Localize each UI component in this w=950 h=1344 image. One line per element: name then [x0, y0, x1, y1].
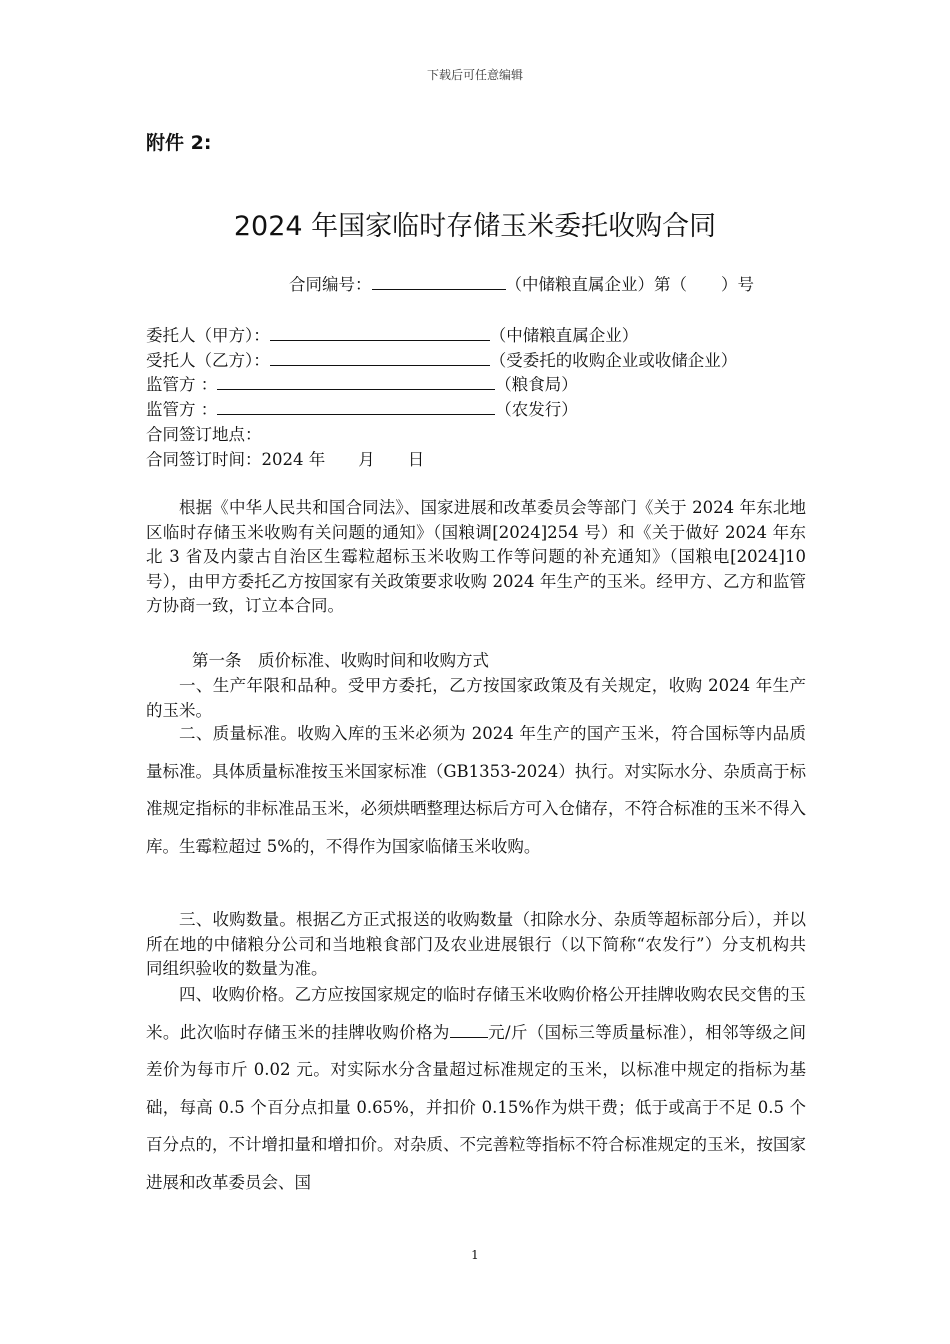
- sign-time: 合同签订时间：2024 年 月 日: [146, 450, 425, 469]
- party-note: （中储粮直属企业）: [489, 326, 639, 345]
- party-label: 受托人（乙方）：: [146, 351, 270, 370]
- clause-text: 三、收购数量。根据乙方正式报送的收购数量（扣除水分、杂质等超标部分后），并以所在地的中储粮分公司和当地粮食部门及农业进展银行（以下简称“农发行”）分支机构共同组织验收的数量为准。: [146, 910, 806, 978]
- contract-number-suffix: （中储粮直属企业）第（: [505, 275, 687, 294]
- party-note: （农发行）: [495, 400, 578, 419]
- price-blank: [450, 1021, 488, 1038]
- party-blank: [270, 324, 490, 341]
- party-note: （受委托的收购企业或收储企业）: [489, 351, 738, 370]
- document-title: 2024 年国家临时存储玉米委托收购合同: [233, 211, 717, 242]
- attachment-label: 附件 2:: [146, 132, 212, 154]
- article-heading: 第一条 质价标准、收购时间和收购方式: [192, 651, 489, 670]
- party-line: [146, 324, 638, 348]
- clause-2: [146, 715, 806, 865]
- party-blank: [217, 398, 495, 415]
- contract-number-label: 合同编号：: [289, 275, 372, 294]
- party-line: [146, 398, 578, 422]
- intro-paragraph: [146, 496, 806, 619]
- contract-number-line: [289, 273, 754, 297]
- sign-place: 合同签订地点：: [146, 425, 262, 444]
- clause-text: [146, 976, 806, 1201]
- party-line: [146, 373, 578, 397]
- party-blank: [270, 349, 490, 366]
- clause-4-part-a: 四、收购价格。乙方应按国家规定的临时存储玉米收购价格公开挂牌收购农民交售的玉米。此次临时存储玉米的挂牌收购价格为: [146, 985, 806, 1042]
- party-note: （粮食局）: [495, 375, 578, 394]
- party-line: [146, 349, 737, 373]
- header-note: 下载后可任意编辑: [426, 68, 523, 82]
- clause-4-part-b: 元/斤（国标三等质量标准），相邻等级之间差价为每市斤 0.02 元。对实际水分含量超过标准规定的玉米，以标准中规定的指标为基础，每高 0.5 个百分点扣量 0.65%，并扣价 0.15%作为烘干费；低于或高于不足 0.5 个百分点的，不计增扣量和增扣价。对杂质、不完善粒等指标不符合标准规定的玉米，按国家进展和改革委员会、国: [146, 1022, 807, 1192]
- contract-number-blank: [372, 273, 506, 290]
- clause-text: 二、质量标准。收购入库的玉米必须为 2024 年生产的国产玉米，符合国标等内品质量标准。具体质量标准按玉米国家标准（GB1353-2024）执行。对实际水分、杂质高于标准规定指标的非标准品玉米，必须烘晒整理达标后方可入仓储存，不符合标准的玉米不得入库。生霉粒超过 5%的，不得作为国家临储玉米收购。: [146, 724, 806, 856]
- clause-text: 一、生产年限和品种。受甲方委托，乙方按国家政策及有关规定，收购 2024 年生产的玉米。: [146, 676, 806, 720]
- contract-number-end: ）号: [721, 275, 754, 294]
- party-label: 监管方 ：: [146, 400, 218, 419]
- party-blank: [217, 373, 495, 390]
- clause-4: [146, 976, 806, 1201]
- party-label: 监管方 ：: [146, 375, 218, 394]
- page-number: 1: [471, 1248, 479, 1262]
- party-label: 委托人（甲方）：: [146, 326, 270, 345]
- intro-text: 根据《中华人民共和国合同法》、国家进展和改革委员会等部门《关于 2024 年东北地区临时存储玉米收购有关问题的通知》（国粮调[2024]254 号）和《关于做好 2024 年东北 3 省及内蒙古自治区生霉粒超标玉米收购工作等问题的补充通知》（国粮电[2024]10 号），由甲方委托乙方按国家有关政策要求收购 2024 年生产的玉米。经甲方、乙方和监管方协商一致，订立本合同。: [146, 498, 806, 615]
- clause-3: [146, 908, 806, 982]
